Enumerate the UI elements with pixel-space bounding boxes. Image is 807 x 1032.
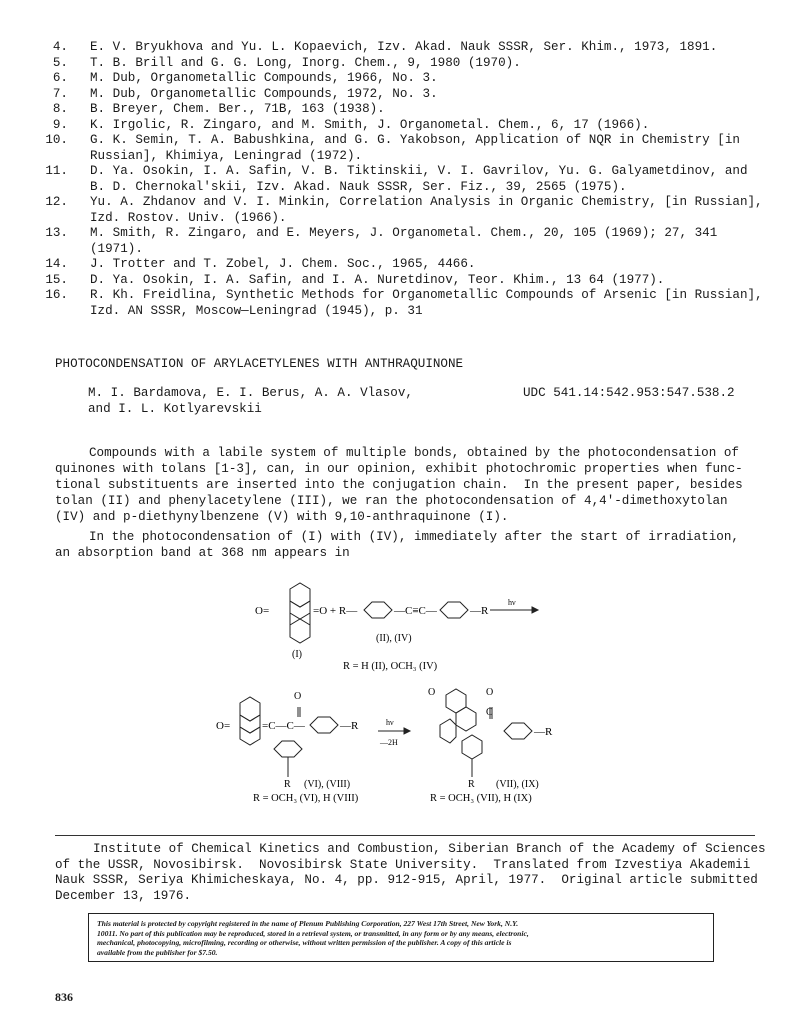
anthraquinone-bottom-ring xyxy=(290,619,310,643)
carbonyl-c-product: C xyxy=(486,707,493,718)
anthracene-ring xyxy=(240,727,260,745)
carbonyl-o-product-1: O xyxy=(428,687,436,698)
copyright-notice: This material is protected by copyright registered in the name of Plenum Publishing Corporation, 227 West 17th Street, New York, N.Y. 10011. No part of this publication may be reproduced, stored in a retrieval system, or transmitted, in any form or by any means, electronic, mechanical, photocopying, microfilming, recording or otherwise, without written permission of the publisher. A copy of this article is available from the publisher for $7.50. xyxy=(88,913,714,962)
fused-ring xyxy=(446,689,466,713)
fused-ring xyxy=(456,707,476,731)
fused-ring xyxy=(440,719,456,743)
page-number: 836 xyxy=(55,990,73,1004)
carbonyl-mid: O= xyxy=(216,720,231,732)
label-compounds-ii-iv: (II), (IV) xyxy=(376,633,412,644)
benzene-ring xyxy=(504,723,532,739)
hv-label: hν xyxy=(508,598,516,607)
fused-ring xyxy=(462,735,482,759)
benzene-ring xyxy=(440,602,468,618)
substituent-r: —R xyxy=(470,605,489,617)
triple-bond: —C≡C— xyxy=(394,605,437,617)
reaction-scheme xyxy=(0,565,807,825)
label-compound-i: (I) xyxy=(292,649,302,660)
label-compounds-vii-ix: (VII), (IX) xyxy=(496,779,539,790)
arrow-head xyxy=(532,607,538,613)
carbonyl-o-product-2: O xyxy=(486,687,494,698)
r-bottom-right: R xyxy=(468,779,475,790)
hv-label-2: hν xyxy=(386,718,394,727)
anthraquinone-middle-ring xyxy=(290,601,310,619)
udc-code: UDC 541.14:542.953:547.538.2 xyxy=(523,386,735,400)
body-paragraph-2: In the photocondensation of (I) with (IV), immediately after the start of irradiation, an absorption band at 368 nm appears in xyxy=(55,530,739,560)
arrow-head xyxy=(404,728,410,734)
substituent-r-mid: —R xyxy=(340,720,359,732)
carbonyl-left: O= xyxy=(255,605,270,617)
benzene-ring xyxy=(364,602,392,618)
carbonyl-right-plus: =O + R— xyxy=(313,605,358,617)
anthraquinone-top-ring xyxy=(290,583,310,607)
minus-2h-label: —2H xyxy=(380,738,398,747)
anthracene-ring xyxy=(240,715,260,733)
footnote-divider xyxy=(55,835,755,836)
substituent-r-product: —R xyxy=(534,726,553,738)
anthracene-ring xyxy=(240,697,260,721)
authors-line-1: M. I. Bardamova, E. I. Berus, A. A. Vlasov, xyxy=(88,386,413,400)
benzene-ring xyxy=(310,717,338,733)
label-compounds-vi-viii: (VI), (VIII) xyxy=(304,779,351,790)
r-definition-1: R = H (II), OCH₃ (IV) xyxy=(343,661,438,672)
article-title: PHOTOCONDENSATION OF ARYLACETYLENES WITH ANTHRAQUINONE xyxy=(55,357,464,371)
r-definition-3: R = OCH₃ (VII), H (IX) xyxy=(430,793,532,804)
r-definition-2: R = OCH₃ (VI), H (VIII) xyxy=(253,793,359,804)
authors-line-2: and I. L. Kotlyarevskii xyxy=(88,402,262,416)
body-paragraph-1: Compounds with a labile system of multiple bonds, obtained by the photocondensation of quinones with tolans [1-3], can, in our opinion, exhibit photochromic properties when func- tional substituents are inserted into the conjugation chain. In the present paper, besides tolan (II) and phenylacetylene (III), we ran the photocondensation of 4,4'-dimethoxytolan (IV) and p-diethynylbenzene (V) with 9,10-anthraquinone (I). xyxy=(55,446,743,524)
alkene-carbonyl-chain: =C—C— xyxy=(262,720,305,732)
benzene-ring xyxy=(274,741,302,757)
carbonyl-o-top: O xyxy=(294,691,302,702)
r-bottom-left: R xyxy=(284,779,291,790)
affiliation-footnote: Institute of Chemical Kinetics and Combustion, Siberian Branch of the Academy of Sciences of the USSR, Novosibirsk. Novosibirsk State University. Translated from Izvestiya Akademii Nauk SSSR, Seriya Khimicheskaya, No. 4, pp. 912-915, April, 1977. Original article submitted December 13, 1976. xyxy=(55,842,766,903)
